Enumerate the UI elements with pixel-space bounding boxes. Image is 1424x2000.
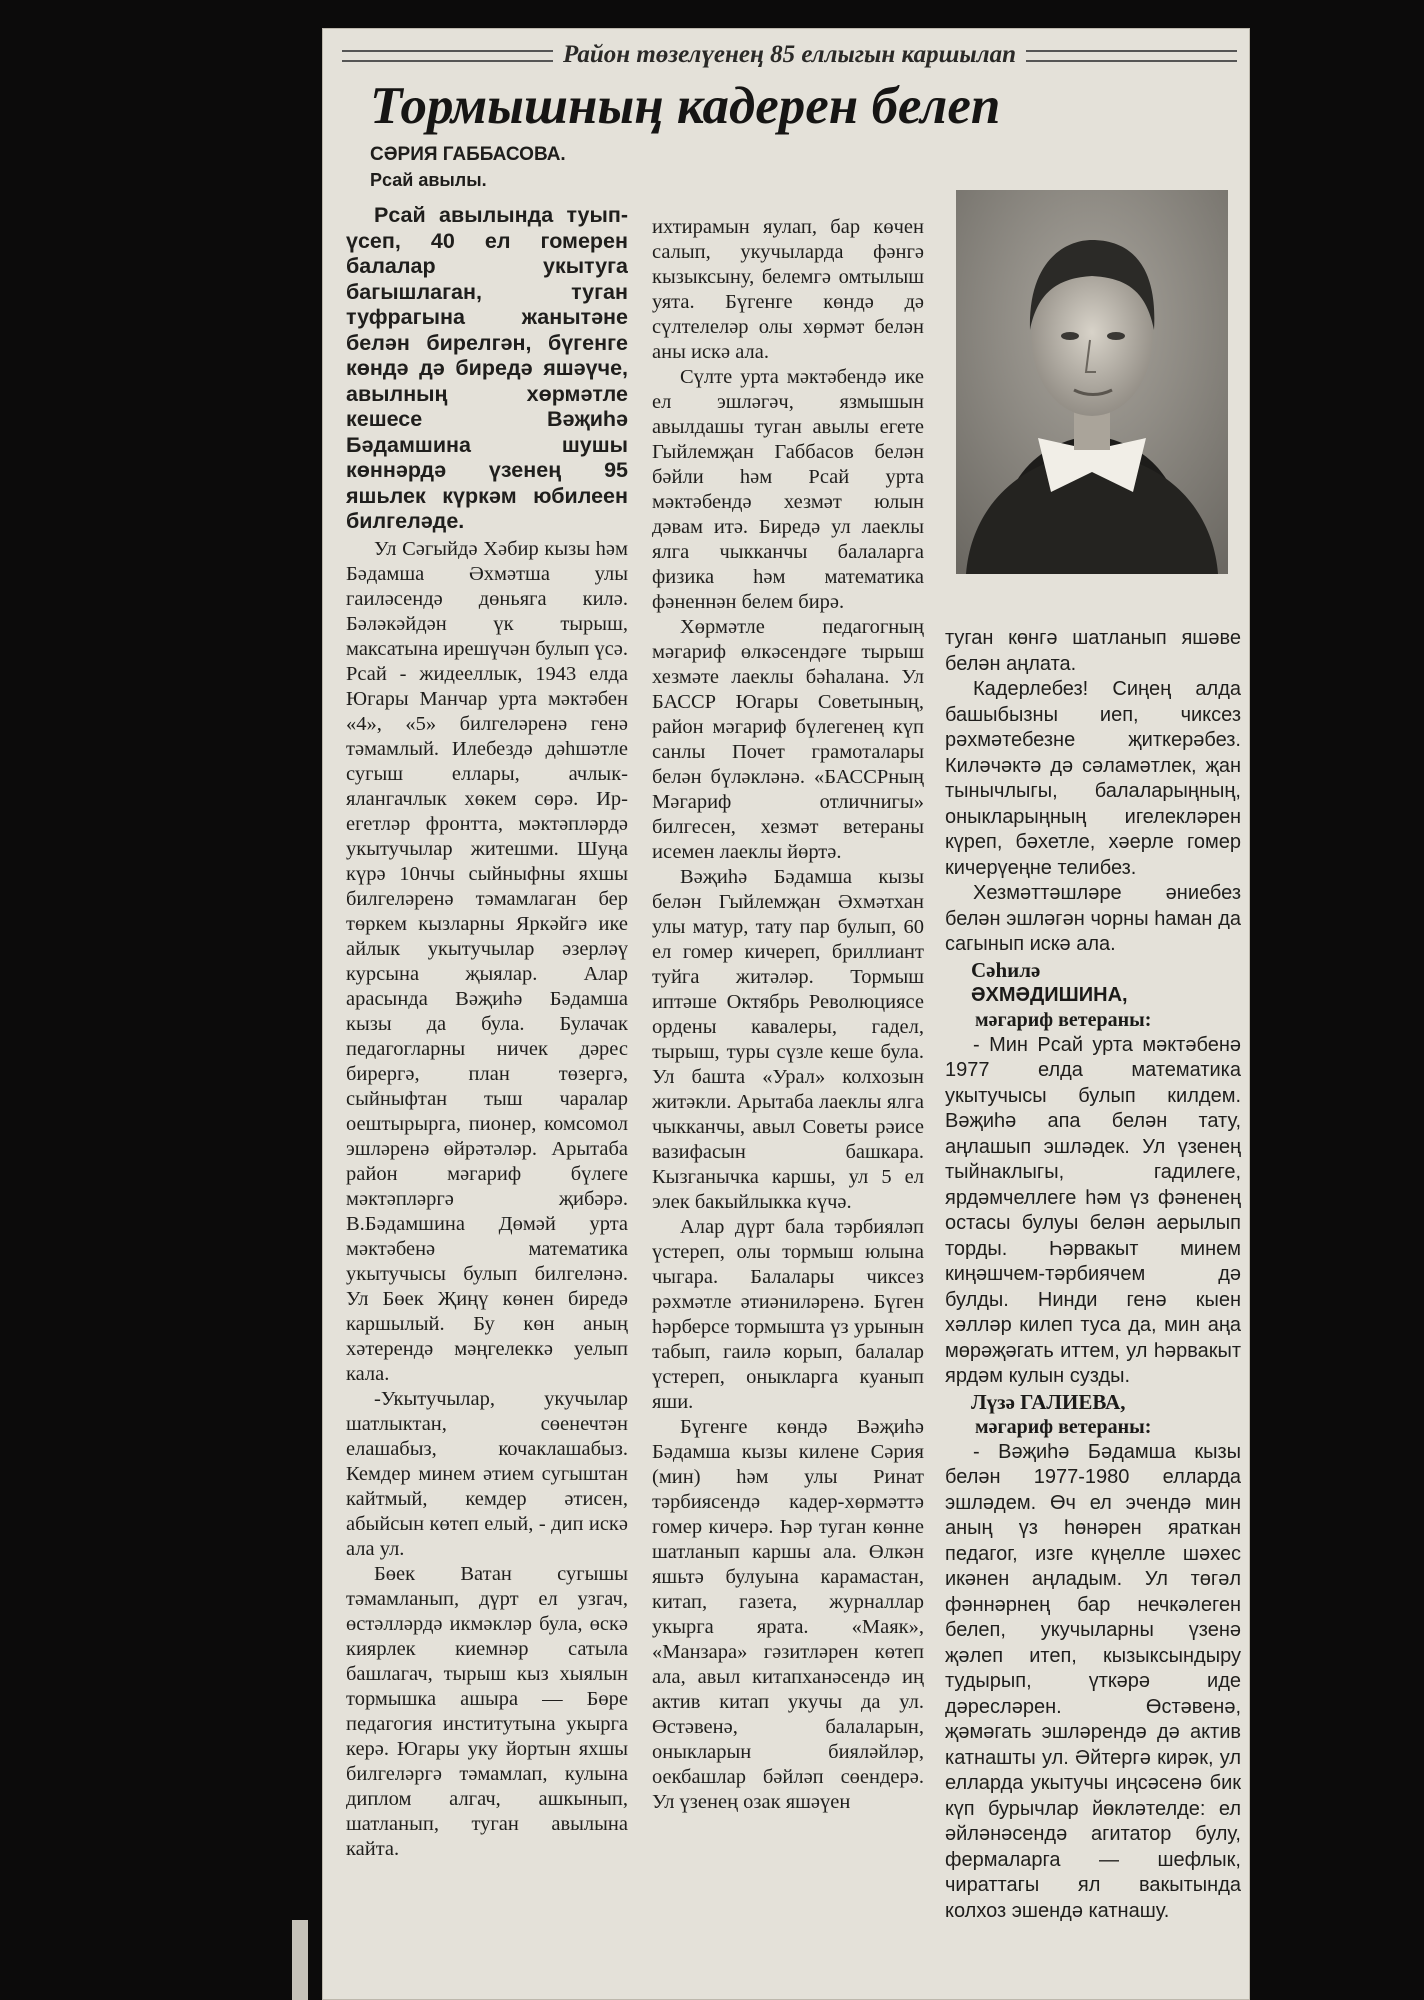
article-column-2 xyxy=(652,215,924,2000)
signature-name: Сәһилә xyxy=(971,957,1041,982)
kicker-text: Район төзелүенең 85 еллыгын каршылап xyxy=(563,41,1016,68)
kicker-rule-left xyxy=(342,50,553,62)
paragraph: Сүлте урта мәктәбендә ике ел эшләгәч, язмышын авылдашы туган авылы егете Гыйлемҗан Габбасов белән бәйли һәм Рсай урта мәктәбендә хезмәт юлын дәвам итә. Биредә ул лаеклы ялга чыкканчы балаларга физика һәм математика фәненнән белем бирә. xyxy=(652,366,924,613)
portrait-photo xyxy=(956,190,1228,574)
kicker-rule-right xyxy=(1026,50,1237,62)
paragraph: -Укытучылар, укучылар шатлыктан, сөенечтән елашабыз, кочаклашабыз. Кемдер минем әтием сугыштан кайтмый, кемдер әтисен, абыйсын көтеп елый, - дип искә ала ул. xyxy=(346,1387,628,1560)
portrait-photo-image xyxy=(956,190,1228,574)
scan-edge-strip xyxy=(292,1920,308,2000)
paragraph: Хөрмәтле педагогның мәгариф өлкәсендәге тырыш хезмәте лаеклы бәһалана. Ул БАССР Югары Советының, район мәгариф бүлегенең күп санлы Почет грамоталары белән бүләкләнә. «БАССРның Мәгариф отличнигы» билгесен, хезмәт ветераны исемен лаеклы йөртә. xyxy=(652,616,924,863)
paragraph: - Мин Рсай урта мәктәбенә 1977 елда математика укытучысы булып килдем. Вәҗиһә апа белән тату, аңлашып эшләдек. Ул үзенең тыйнаклыгы, гадилеге, ярдәмчеллеге һәм үз фәненең остасы булуы белән аерылып торды. Һәрвакыт минем киңәшчем-тәрбиячем дә булды. Нинди генә кыен хәлләр килеп туса да, мин аңа мөрәҗәгать иттем, ул һәрвакыт ярдәм кулын сузды. xyxy=(945,1033,1241,1387)
paragraph: Ул Сәгыйдә Хәбир кызы һәм Бәдамша Әхмәтша улы гаиләсендә дөньяга килә. Бәләкәйдән үк тырыш, максатына ирешүчән булып үсә. Рсай - жидееллык, 1943 елда Югары Манчар урта мәктәбен «4», «5» билгеләренә генә тәмамлый. Илебездә дәһшәтле сугыш еллары, ачлык-ялангачлык хөкем сөрә. Ир-егетләр фронтта, мәктәпләрдә укытучылар житешми. Шуңа күрә 10нчы сыйныфны яхшы билгеләренә тәмамлаган бер төркем кызларны Яркәйгә ике айлык укытучылар әзерләү курсына җыялар. Алар арасында Вәҗиһә Бәдамша кызы да була. Булачак педагогларны ничек дәрес бирергә, план төзергә, сыйныфтан тыш чаралар оештырырга, пионер, комсомол эшләренә өйрәтәләр. Арытаба район мәгариф бүлеге мәктәпләргә җибәрә. В.Бәдамшина Дөмәй урта мәктәбенә математика укытучысы булып билгеләнә. Ул Бөек Җиңү көнен биредә каршылый. Бу көн аның хәтерендә мәңгелеккә уелып кала. xyxy=(346,537,628,1385)
article-author: СӘРИЯ ГАББАСОВА. xyxy=(370,144,566,165)
paragraph: - Вәҗиһә Бәдамша кызы белән 1977-1980 елларда эшләдем. Өч ел эчендә мин аның үз һөнәрен яраткан педагог, изге күңелле шәхес икәнен аңладым. Ул төгәл фәннәрнең бар нечкәлеген белеп, укучыларны үзенә җәлеп итеп, кызыксындыру тудырып, үткәрә иде дәресләрен. Өстәвенә, җәмәгать эшләрендә дә актив катнашты ул. Әйтергә кирәк, ул елларда укытучы иңсәсенә бик күп бурычлар йөкләтелде: ел әйләнәсендә агитатор булу, фермаларга — шефлык, чираттагы ял вакытында колхоз эшендә катнашу. xyxy=(945,1440,1241,1922)
paragraph: Вәҗиһә Бәдамша кызы белән Гыйлемҗан Әхмәтхан улы матур, тату пар булып, 60 ел гомер кичереп, бриллиант туйга житәләр. Тормыш иптәше Октябрь Революциясе ордены кавалеры, гадел, тырыш, туры сүзле кеше була. Ул башта «Урал» колхозын житәкли. Арытаба лаеклы ялга чыкканчы, авыл Советы рәисе вазифасын башкара. Кызганычка каршы, ул 5 ел элек бакыйлыкка күчә. xyxy=(652,866,924,1213)
paragraph: Бөек Ватан сугышы тәмамланып, дүрт ел узгач, өстәлләрдә икмәкләр була, өскә киярлек киемнәр сатыла башлагач, тырыш кыз хыялын тормышка ашыра — Бөре педагогия институтына укырга керә. Югары уку йортын яхшы билгеләргә тәмамлап, кулына диплом алгач, ашкынып, шатланып, туган авылына кайта. xyxy=(346,1562,628,1860)
paragraph: Кадерлебез! Сиңең алда башыбызны иеп, чиксез рәхмәтебезне җиткерәбез. Киләчәктә дә сәламәтлек, җан тынычлыгы, балаларыңның, оныкларыңның игелекләрен күреп, бәхетле, хәерле гомер кичерүеңне телибез. xyxy=(945,678,1241,879)
article-place: Рсай авылы. xyxy=(370,170,487,190)
section-kicker xyxy=(342,40,1237,70)
article-headline: Тормышның кадерен белеп xyxy=(370,77,1001,135)
paragraph: ихтирамын яулап, бар көчен салып, укучыларда фәнгә кызыксыну, белемгә омтылыш уята. Бүгенге көндә дә сүлтелеләр олы хөрмәт белән аны искә ала. xyxy=(652,216,924,363)
signature-role: мәгариф ветераны: xyxy=(975,1415,1152,1438)
signature-surname: ӘХМӘДИШИНА, xyxy=(971,983,1128,1006)
article-column-1 xyxy=(346,203,628,2000)
article-lead: Рсай авылында туып-үсеп, 40 ел гомерен балалар укытуга багышлаган, туган туфрагына жанытәне белән бирелгән, бүгенге көндә дә биредә яшәүче, авылның хөрмәтле кешесе Вәҗиһә Бәдамшина шушы көннәрдә үзенең 95 яшьлек күркәм юбилеен билгеләде. xyxy=(346,203,628,533)
paragraph: Хезмәттәшләре әниебез белән эшләгән чорны һаман да сагынып искә ала. xyxy=(945,882,1241,955)
newspaper-clipping xyxy=(322,28,1250,2000)
paragraph: Алар дүрт бала тәрбияләп үстереп, олы тормыш юлына чыгара. Балалары чиксез рәхмәтле әтиәниләренә. Бүген һәрберсе тормышта үз урынын табып, гаилә корып, балалар үстереп, оныкларга куанып яши. xyxy=(652,1216,924,1413)
signature-name: Лүзә ГАЛИЕВА, xyxy=(971,1389,1126,1414)
paragraph: Бүгенге көндә Вәҗиһә Бәдамша кызы килене Сәрия (мин) һәм улы Ринат тәрбиясендә кадер-хөрмәттә гомер кичерә. Һәр туган көнне шатланып каршы ала. Өлкән яшьтә булуына карамастан, китап, газета, журналлар укырга ярата. «Маяк», «Манзара» гәзитләрен көтеп ала, авыл китапханәсендә иң актив китап укучы да ул. Өстәвенә, балаларын, оныкларын бияләйләр, оекбашлар бәйләп сөендерә. Ул үзенең озак яшәүен xyxy=(652,1416,924,1813)
article-column-3 xyxy=(945,626,1241,2000)
paragraph: туган көнгә шатланып яшәве белән аңлата. xyxy=(945,627,1241,675)
signature-role: мәгариф ветераны: xyxy=(975,1008,1152,1031)
